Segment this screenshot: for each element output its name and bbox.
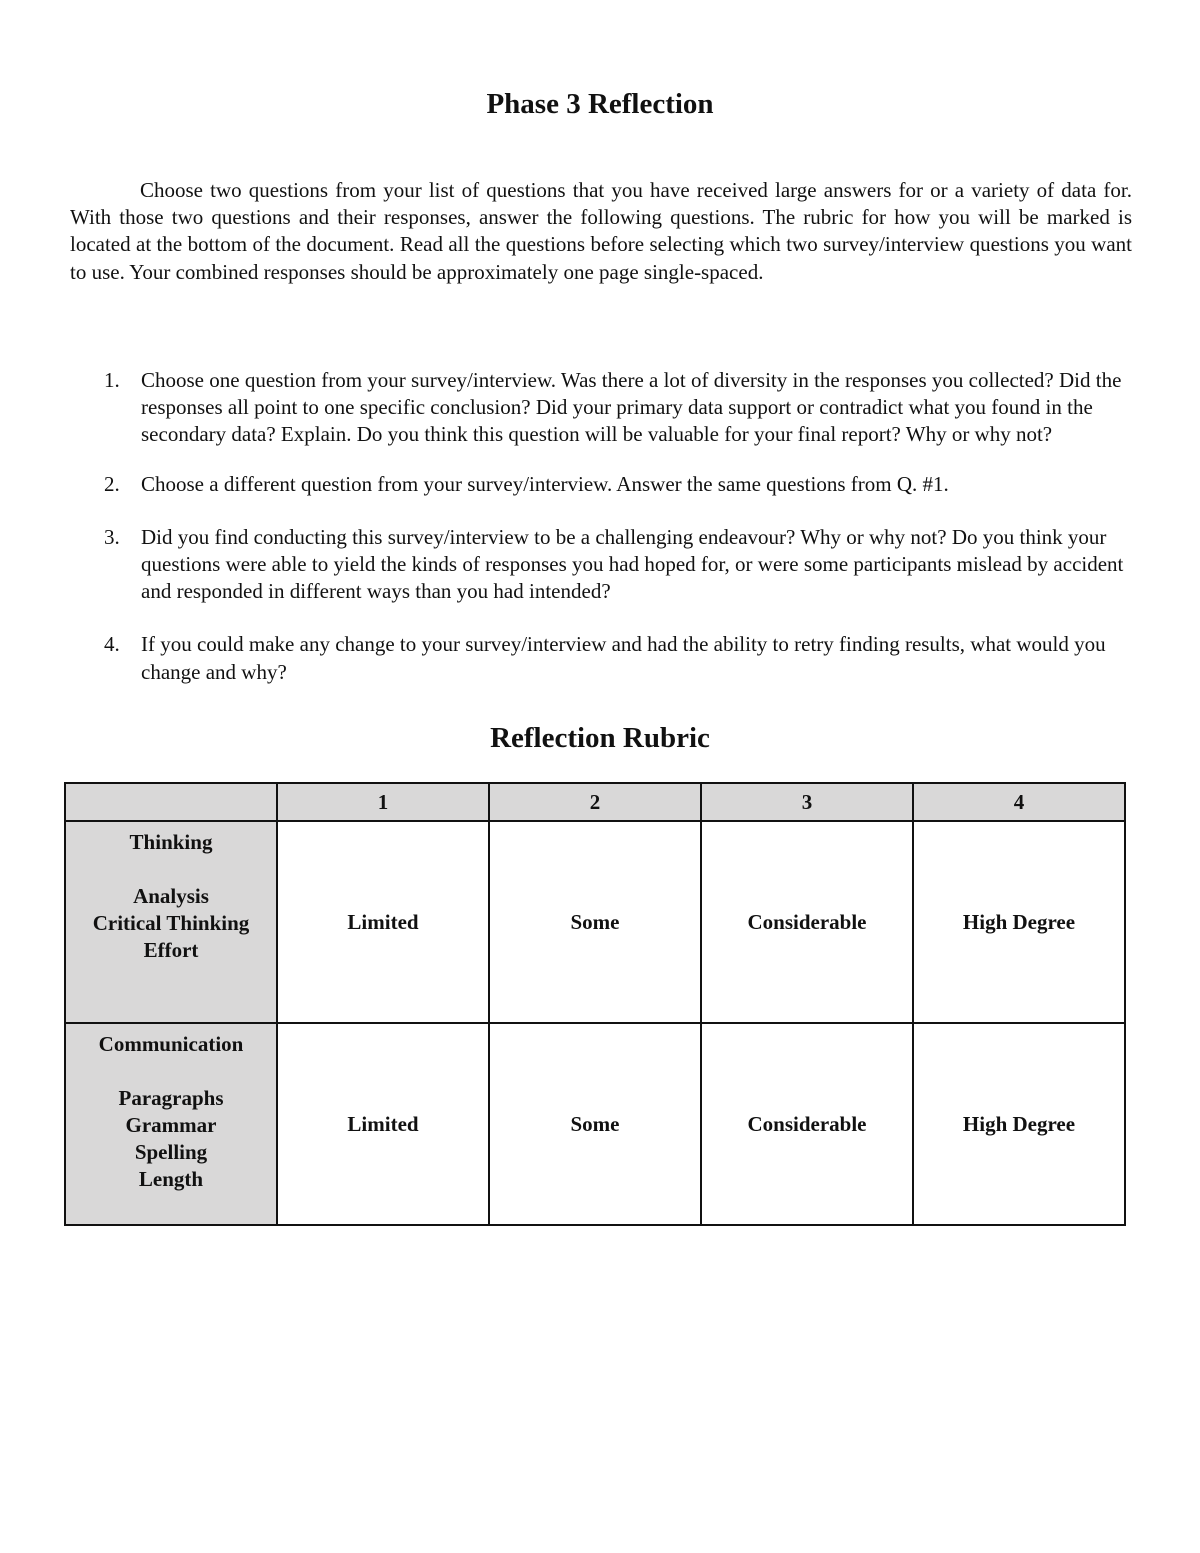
column-header: 1 [277, 783, 489, 821]
rubric-title: Reflection Rubric [490, 722, 710, 754]
column-header: 4 [913, 783, 1125, 821]
list-item-text: Did you find conducting this survey/interview to be a challenging endeavour? Why or why not? Do you think your questions were able to yield the kinds of responses you had hoped for, or were some participants mislead by accident and responded in different ways than you had intended? [141, 524, 1124, 604]
row-category: Communication [98, 1032, 244, 1056]
row-category: Thinking [129, 830, 213, 854]
table-cell: High Degree [913, 1023, 1125, 1225]
question-list [70, 367, 1132, 686]
row-header-communication [65, 1023, 277, 1225]
list-item-number: 3. [104, 524, 120, 549]
rubric-table [64, 782, 1126, 1226]
table-cell: Considerable [701, 1023, 913, 1225]
row-criterion: Grammar [125, 1113, 217, 1137]
intro-paragraph: Choose two questions from your list of questions that you have received large answers for or a variety of data for. With those two questions and their responses, answer the following questions. The rubric for how you will be marked is located at the bottom of the document. Read all the questions before selecting which two survey/interview questions you want to use. Your combined responses should be approximately one page single-spaced. [70, 178, 1132, 284]
table-corner-cell [65, 783, 277, 821]
list-item [70, 471, 1132, 498]
list-item-number: 4. [104, 632, 120, 657]
row-criterion: Spelling [134, 1140, 208, 1164]
table-row [65, 1023, 1125, 1225]
table-cell: Some [489, 821, 701, 1023]
table-cell: Limited [277, 1023, 489, 1225]
column-header: 2 [489, 783, 701, 821]
table-header-row [65, 783, 1125, 821]
row-header-thinking [65, 821, 277, 1023]
row-criterion: Effort [143, 938, 199, 962]
table-row [65, 821, 1125, 1023]
row-criterion: Analysis [133, 884, 209, 908]
row-criterion: Critical Thinking [92, 911, 250, 935]
table-cell: Considerable [701, 821, 913, 1023]
row-criterion: Length [138, 1167, 204, 1191]
list-item [70, 524, 1132, 606]
column-header: 3 [701, 783, 913, 821]
row-criterion: Paragraphs [118, 1086, 224, 1110]
list-item [70, 367, 1132, 449]
list-item-text: If you could make any change to your survey/interview and had the ability to retry finding results, what would you change and why? [141, 632, 1106, 684]
page-title: Phase 3 Reflection [486, 88, 714, 120]
list-item [70, 631, 1132, 685]
list-item-number: 1. [104, 368, 120, 392]
list-item-number: 2. [104, 471, 120, 496]
list-item-text: Choose a different question from your survey/interview. Answer the same questions from Q. #1. [141, 471, 949, 496]
table-cell: Some [489, 1023, 701, 1225]
list-item-text: Choose one question from your survey/interview. Was there a lot of diversity in the responses you collected? Did the responses all point to one specific conclusion? Did your primary data support or contradict what you found in the secondary data? Explain. Do you think this question will be valuable for your final report? Why or why not? [141, 368, 1122, 447]
table-cell: Limited [277, 821, 489, 1023]
table-cell: High Degree [913, 821, 1125, 1023]
